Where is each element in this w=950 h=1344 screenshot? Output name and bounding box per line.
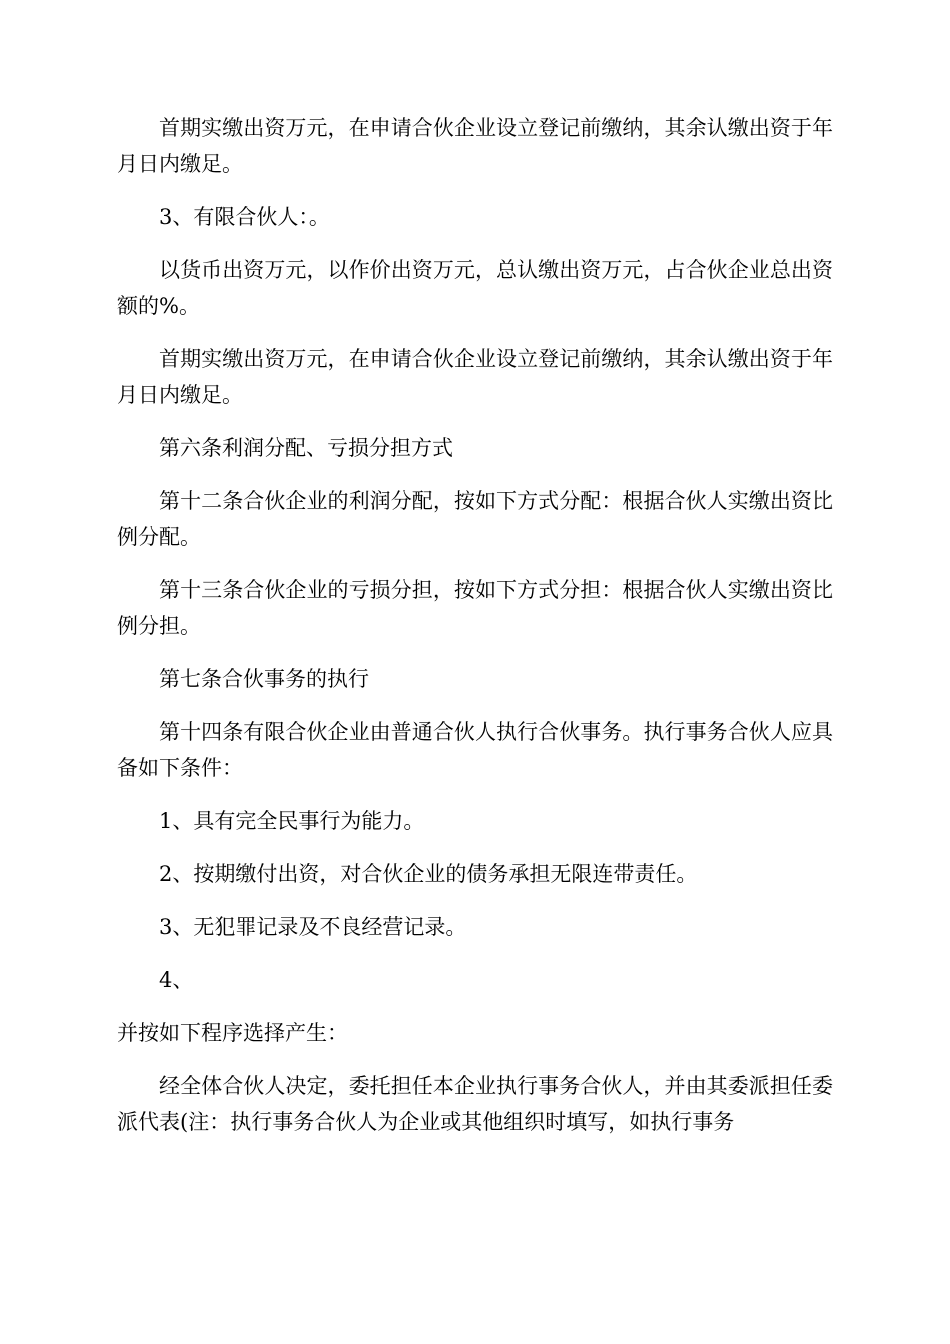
document-body <box>117 110 833 1157</box>
paragraph-selection-procedure: 并按如下程序选择产生： <box>117 1021 348 1045</box>
list-item-4: 4、 <box>159 968 194 992</box>
paragraph-capital-contribution: 以货币出资万元，以作价出资万元，总认缴出资万元，占合伙企业总出资额的%。 <box>117 258 833 318</box>
list-item-1: 1、具有完全民事行为能力。 <box>159 809 425 833</box>
paragraph-article-14: 第十四条有限合伙企业由普通合伙人执行合伙事务。执行事务合伙人应具备如下条件： <box>117 720 833 780</box>
paragraph-initial-capital-2: 首期实缴出资万元，在申请合伙企业设立登记前缴纳，其余认缴出资于年月日内缴足。 <box>117 347 833 407</box>
heading-article-6: 第六条利润分配、亏损分担方式 <box>159 436 453 460</box>
list-item-2: 2、按期缴付出资，对合伙企业的债务承担无限连带责任。 <box>159 862 698 886</box>
paragraph-article-13: 第十三条合伙企业的亏损分担，按如下方式分担：根据合伙人实缴出资比例分担。 <box>117 578 833 638</box>
paragraph-initial-capital-1: 首期实缴出资万元，在申请合伙企业设立登记前缴纳，其余认缴出资于年月日内缴足。 <box>117 116 833 176</box>
paragraph-article-12: 第十二条合伙企业的利润分配，按如下方式分配：根据合伙人实缴出资比例分配。 <box>117 489 833 549</box>
paragraph-delegation: 经全体合伙人决定，委托担任本企业执行事务合伙人，并由其委派担任委派代表(注：执行事务合伙人为企业或其他组织时填写，如执行事务 <box>117 1074 833 1134</box>
paragraph-limited-partner: 3、有限合伙人：。 <box>159 205 330 229</box>
heading-article-7: 第七条合伙事务的执行 <box>159 667 369 691</box>
list-item-3: 3、无犯罪记录及不良经营记录。 <box>159 915 467 939</box>
